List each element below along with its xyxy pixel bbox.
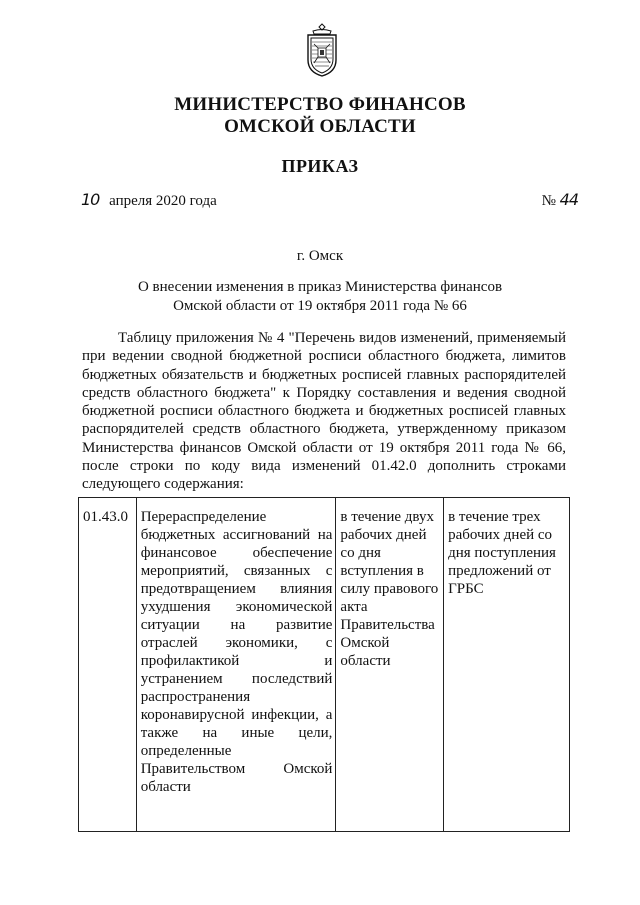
table-row <box>79 498 570 832</box>
city: г. Омск <box>296 248 344 264</box>
subject-line1: О внесении изменения в приказ Министерства финансов <box>137 279 503 295</box>
number-prefix: № <box>541 193 556 209</box>
order-subject <box>0 278 640 316</box>
row-code: 01.43.0 <box>79 498 137 832</box>
subject-line2: Омской области от 19 октября 2011 года № 66 <box>173 298 467 314</box>
body-paragraph: Таблицу приложения № 4 "Перечень видов изменений, применяемый при ведении сводной бюджетной росписи областного бюджета, лимитов бюджетных обязательств и бюджетных росписей главных распорядителей средств областного бюджета" к Порядку составления и ведения сводной бюджетной росписи областного бюджета и бюджетных росписей главных распорядителей средств областного бюджета, утвержденному приказом Министерства финансов Омской области от 19 октября 2011 года № 66, после строки по коду вида изменений 01.42.0 дополнить строками следующего содержания: <box>82 330 566 493</box>
document-type: ПРИКАЗ <box>281 156 359 176</box>
row-description: Перераспределение бюджетных ассигнований на финансовое обеспечение мероприятий, связанных с предотвращением влияния ухудшения экономической ситуации на развитие отраслей экономики, с профилактикой и устранением последствий распространения коронавирусной инфекции, а также на иные цели, определенные Правительством Омской области <box>136 498 336 832</box>
handwritten-day: 10 <box>81 190 100 209</box>
ministry-name-line1: МИНИСТЕРСТВО ФИНАНСОВ <box>174 94 466 115</box>
handwritten-number: 44 <box>559 190 578 209</box>
coat-of-arms-emblem <box>303 22 341 78</box>
changes-table <box>78 497 570 832</box>
date-rest: апреля 2020 года <box>109 193 217 209</box>
ministry-name-line2: ОМСКОЙ ОБЛАСТИ <box>224 116 416 137</box>
row-term-1: в течение двух рабочих дней со дня вступления в силу правового акта Правительства Омской области <box>336 498 444 832</box>
order-date <box>81 190 217 210</box>
order-number <box>542 190 584 210</box>
row-term-2: в течение трех рабочих дней со дня поступления предложений от ГРБС <box>444 498 570 832</box>
